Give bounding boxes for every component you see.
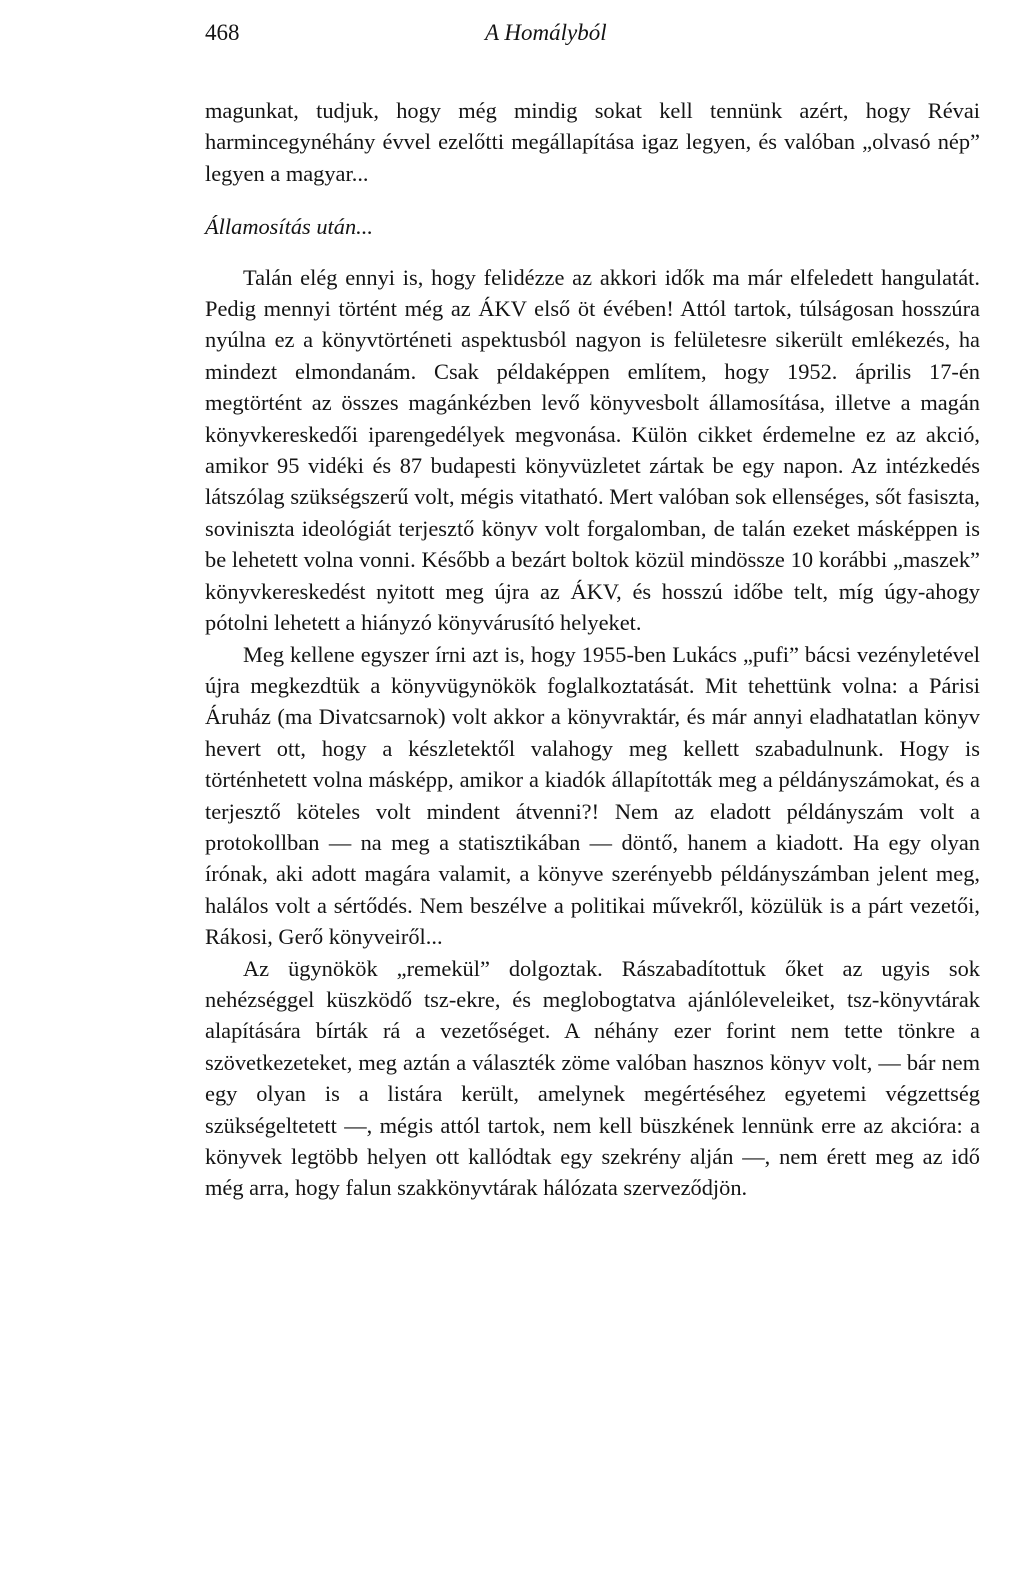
paragraph-2: Meg kellene egyszer írni azt is, hogy 1955-ben Lukács „pufi” bácsi vezényletével újra megkezdtük a könyvügynökök foglalkoztatását. Mit tehettünk volna: a Párisi Áruház (ma Divatcsarnok) volt akkor a könyvraktár, és már annyi eladhatatlan könyv hevert ott, hogy a készletektől valahogy meg kellett szabadulnunk. Hogy is történhetett volna másképp, amikor a kiadók állapították meg a példányszámokat, és a terjesztő köteles volt mindent átvenni?! Nem az eladott példányszám volt a protokollban — na meg a statisztikában — döntő, hanem a kiadott. Ha egy olyan írónak, aki adott magára valamit, a könyve szerényebb példányszámban jelent meg, halálos volt a sértődés. Nem beszélve a politikai művekről, közülük is a párt vezetői, Rákosi, Gerő könyveiről... [205,641,980,950]
page-number: 468 [205,20,240,45]
section-heading: Államosítás után... [205,214,373,240]
paragraph-1: Talán elég ennyi is, hogy felidézze az akkori idők ma már elfeledett hangulatát. Pedig mennyi történt még az ÁKV első öt évében! Attól tartok, túlságosan hosszúra nyúlna ez a könyvtörténeti aspektusból nagyon is felületesre sikerült emlékezés, ha mindezt elmondanám. Csak példaképpen említem, hogy 1952. április 17-én megtörtént az összes magánkézben levő könyvesbolt államosítása, illetve a magán könyvkereskedői iparengedélyek megvonása. Külön cikket érdemelne ez az akció, amikor 95 vidéki és 87 budapesti könyvüzletet zártak be egy napon. Az intézkedés látszólag szükségszerű volt, mégis vitatható. Mert valóban sok ellenséges, sőt fasiszta, soviniszta ideológiát terjesztő könyv volt forgalomban, de talán ezeket másképpen is be lehetett volna vonni. Később a bezárt boltok közül mindössze 10 korábbi „maszek” könyvkereskedést nyitott meg újra az ÁKV, és hosszú időbe telt, míg úgy-ahogy pótolni lehetett a hiányzó könyvárusító helyeket. [205,264,980,636]
running-title: A Homályból [485,20,607,45]
text-block [205,95,980,1204]
paragraph-intro: magunkat, tudjuk, hogy még mindig sokat kell tennünk azért, hogy Révai harmincegynéhány évvel ezelőtti megállapítása igaz legyen, és valóban „olvasó nép” legyen a magyar... [205,98,980,186]
running-head [205,20,980,60]
paragraph-3: Az ügynökök „remekül” dolgoztak. Rászabadítottuk őket az ugyis sok nehézséggel küszködő tsz-ekre, és meglobogtatva ajánlóleveleiket, tsz-könyvtárak alapítására bírták rá a vezetőséget. A néhány ezer forint nem tette tönkre a szövetkezeteket, meg aztán a választék zöme valóban hasznos könyv volt, — bár nem egy olyan is a listára került, amelynek megértéséhez egyetemi végzettség szükségeltetett —, mégis attól tartok, nem kell büszkének lennünk erre az akcióra: a könyvek legtöbb helyen ott kallódtak egy szekrény alján —, nem érett meg az idő még arra, hogy falun szakkönyvtárak hálózata szerveződjön. [205,955,980,1201]
